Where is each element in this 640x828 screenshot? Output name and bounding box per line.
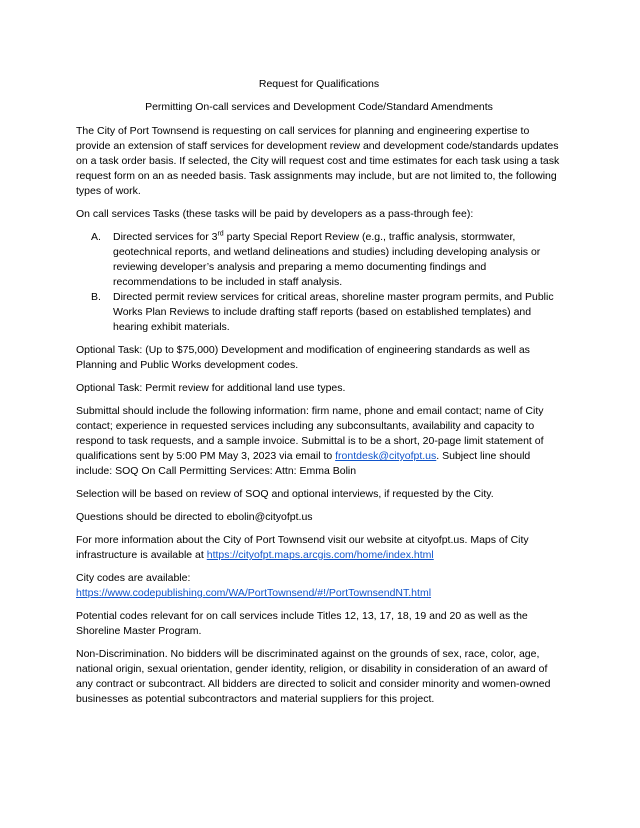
- city-codes-label: City codes are available:: [76, 572, 191, 584]
- more-info-text: For more information about the City of Port Townsend visit our website at cityofpt.us. Maps of City infrastructure is available at: [76, 534, 529, 561]
- selection-paragraph: Selection will be based on review of SOQ and optional interviews, if requested by the City.: [76, 488, 494, 500]
- city-codes-paragraph: [76, 571, 562, 601]
- frontdesk-email-link[interactable]: frontdesk@cityofpt.us: [335, 450, 437, 462]
- non-discrimination-paragraph: Non-Discrimination. No bidders will be discriminated against on the grounds of sex, race, color, age, national origin, sexual orientation, gender identity, religion, or disability in consideration of an award of any contract or subcontract. All bidders are directed to solicit and consider minority and women-owned businesses as potential subcontractors and material suppliers for this project.: [76, 648, 551, 705]
- list-marker: A.: [91, 231, 101, 243]
- questions-paragraph: Questions should be directed to ebolin@cityofpt.us: [76, 511, 313, 523]
- optional-task-2: Optional Task: Permit review for additional land use types.: [76, 382, 346, 394]
- submittal-subject-text: . Subject line should include: SOQ On Call Permitting Services: Attn: Emma Bolin: [76, 450, 531, 477]
- submittal-text: Submittal should include the following information: firm name, phone and email contact; name of City contact; experience in requested services including any subconsultants, availability and capacity to respond to task requests, and a sample invoice. Submittal is to be a short, 20-page limit statement of qualifications sent by 5:00 PM May 3, 2023 via email to: [76, 405, 544, 462]
- tasks-heading: On call services Tasks (these tasks will be paid by developers as a pass-through fee):: [76, 208, 474, 220]
- task-a-text-part: Directed services for 3: [113, 231, 218, 243]
- submittal-paragraph: [76, 404, 562, 479]
- city-codes-link[interactable]: https://www.codepublishing.com/WA/PortTownsend/#!/PortTownsendNT.html: [76, 587, 432, 599]
- list-item: [76, 290, 562, 335]
- task-list: [76, 230, 562, 335]
- task-b-text: Directed permit review services for critical areas, shoreline master program permits, and Public Works Plan Reviews to include drafting staff reports (based on established templates) and hearing exhibit materials.: [113, 291, 554, 333]
- task-a-text: [113, 230, 562, 290]
- ordinal-superscript: rd: [217, 230, 224, 238]
- task-a-text-rest: party Special Report Review (e.g., traffic analysis, stormwater, geotechnical reports, and wetland delineations and studies) including developing analysis or reviewing developer’s analysis and preparing a memo documenting findings and recommendations to be included in staff analysis.: [113, 231, 541, 288]
- document-subtitle: Permitting On-call services and Development Code/Standard Amendments: [145, 101, 493, 113]
- document-page: [76, 77, 562, 715]
- more-info-paragraph: [76, 533, 562, 563]
- list-item: [76, 230, 562, 290]
- document-title: Request for Qualifications: [258, 78, 380, 90]
- intro-paragraph: The City of Port Townsend is requesting on call services for planning and engineering expertise to provide an extension of staff services for development review and development code/standards updates on a task order basis. If selected, the City will request cost and time estimates for each task using a task request form on an as needed basis. Task assignments may include, but are not limited to, the following types of work.: [76, 125, 560, 197]
- list-marker: B.: [91, 291, 101, 303]
- potential-codes-paragraph: Potential codes relevant for on call services include Titles 12, 13, 17, 18, 19 and 20 as well as the Shoreline Master Program.: [76, 610, 528, 637]
- optional-task-1: Optional Task: (Up to $75,000) Development and modification of engineering standards as well as Planning and Public Works development codes.: [76, 344, 530, 371]
- maps-link[interactable]: https://cityofpt.maps.arcgis.com/home/index.html: [206, 549, 434, 561]
